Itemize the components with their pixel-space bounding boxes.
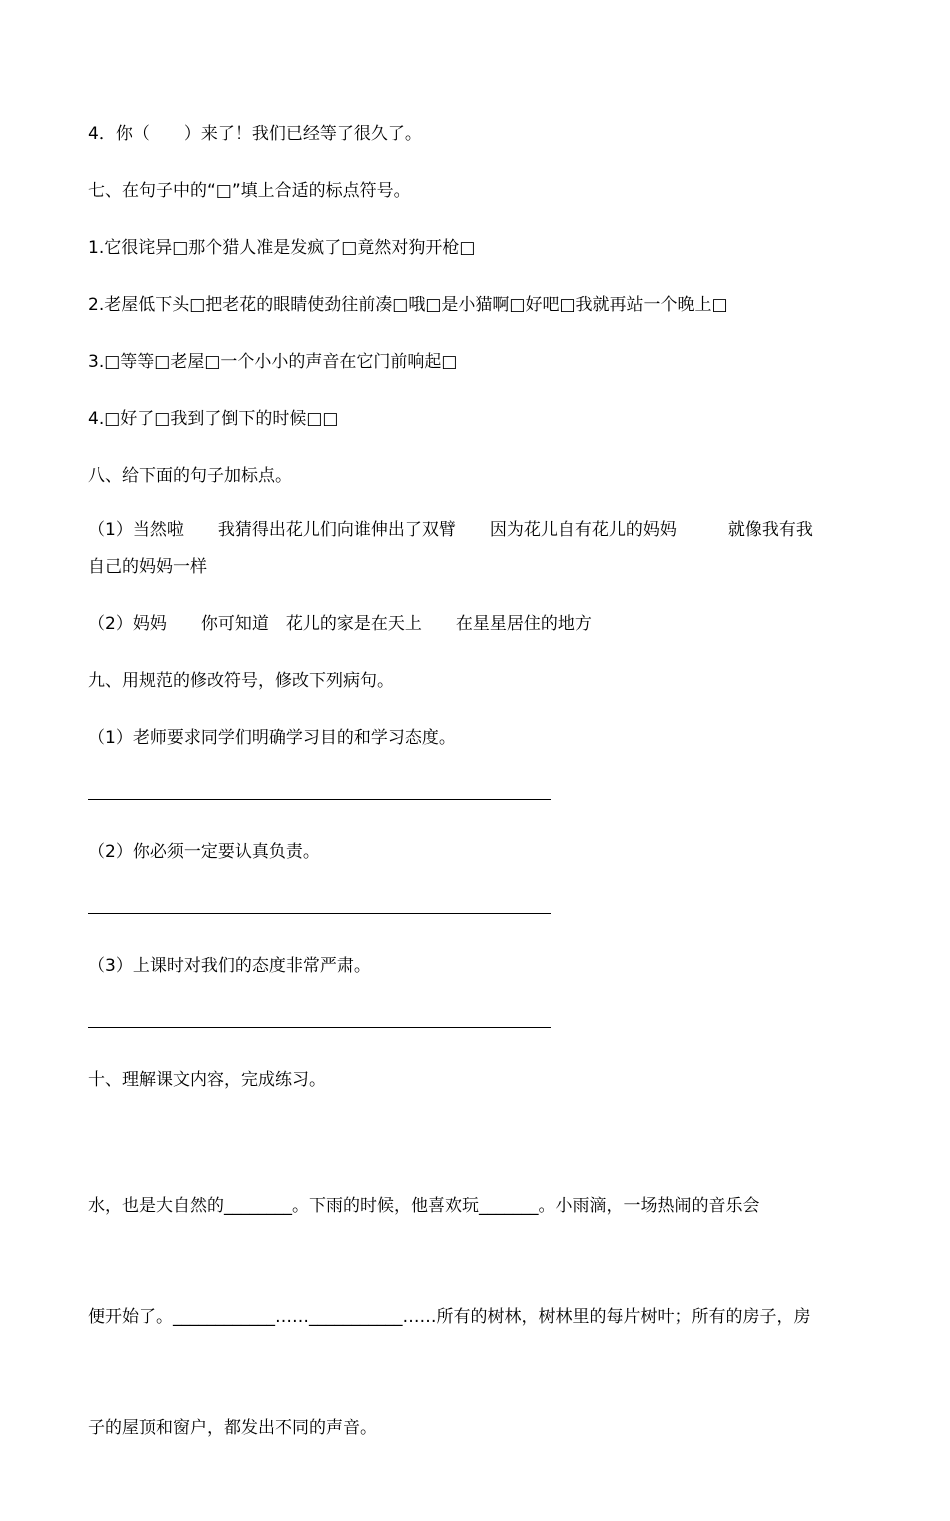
section-8-item-1-line-1: （1）当然啦 我猜得出花儿们向谁伸出了双臂 因为花儿自有花儿的妈妈 就像我有我 bbox=[88, 520, 813, 540]
answer-line-1[interactable] bbox=[88, 799, 551, 800]
passage-line-3: 子的屋顶和窗户，都发出不同的声音。 bbox=[88, 1418, 377, 1438]
section-7-item-1: 1.它很诧异□那个猎人准是发疯了□竟然对狗开枪□ bbox=[88, 238, 476, 258]
section-10-title: 十、理解课文内容，完成练习。 bbox=[88, 1070, 326, 1090]
section-7-item-2: 2.老屋低下头□把老花的眼睛使劲往前凑□哦□是小猫啊□好吧□我就再站一个晚上□ bbox=[88, 295, 728, 315]
section-7-item-4: 4.□好了□我到了倒下的时候□□ bbox=[88, 409, 339, 429]
answer-line-3[interactable] bbox=[88, 1027, 551, 1028]
section-7-item-3: 3.□等等□老屋□一个小小的声音在它门前响起□ bbox=[88, 352, 458, 372]
section-8-title: 八、给下面的句子加标点。 bbox=[88, 466, 292, 486]
section-9-item-2: （2）你必须一定要认真负责。 bbox=[88, 842, 320, 862]
section-8-item-2: （2）妈妈 你可知道 花儿的家是在天上 在星星居住的地方 bbox=[88, 614, 592, 634]
answer-line-2[interactable] bbox=[88, 913, 551, 914]
section-8-item-1-line-2: 自己的妈妈一样 bbox=[88, 557, 207, 577]
passage-line-2: 便开始了。____________……___________……所有的树林，树林里的每片树叶；所有的房子，房 bbox=[88, 1307, 811, 1327]
section-9-item-1: （1）老师要求同学们明确学习目的和学习态度。 bbox=[88, 728, 456, 748]
section-9-item-3: （3）上课时对我们的态度非常严肃。 bbox=[88, 956, 371, 976]
section-10-passage bbox=[88, 1114, 868, 1521]
question-6-item-4: 4．你（ ）来了！我们已经等了很久了。 bbox=[88, 124, 422, 144]
passage-line-1: 水，也是大自然的________。下雨的时候，他喜欢玩_______。小雨滴，一场热闹的音乐会 bbox=[88, 1196, 760, 1216]
section-9-title: 九、用规范的修改符号，修改下列病句。 bbox=[88, 671, 394, 691]
section-7-title: 七、在句子中的“□”填上合适的标点符号。 bbox=[88, 181, 411, 201]
